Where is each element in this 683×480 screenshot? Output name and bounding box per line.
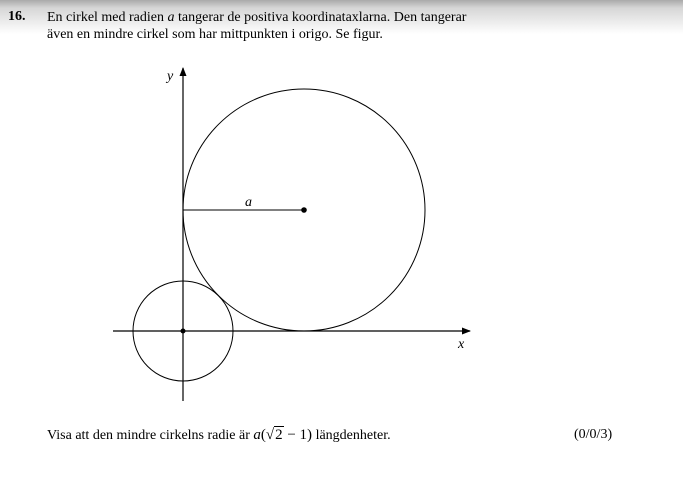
radius-formula	[253, 427, 312, 443]
problem-number: 16.	[8, 9, 26, 24]
problem-statement	[47, 9, 647, 43]
points-value: (0/0/3)	[574, 427, 613, 442]
radius-label: a	[245, 195, 252, 210]
radius-variable: a	[167, 10, 175, 25]
task-text-start: Visa att den mindre cirkelns radie är	[47, 428, 254, 443]
task-text-end: längdenheter.	[312, 428, 391, 443]
problem-line-2: även en mindre cirkel som har mittpunkten i origo. Se figur.	[47, 27, 383, 42]
formula-variable: a	[253, 427, 261, 443]
problem-line-1	[47, 9, 647, 26]
large-circle-center	[301, 207, 307, 213]
x-axis-label: x	[458, 337, 465, 352]
task-statement	[47, 425, 391, 446]
sqrt-radicand: 2	[275, 427, 283, 443]
origin-point	[181, 329, 186, 334]
circle-figure	[110, 58, 490, 408]
problem-line-1-end: tangerar de positiva koordinataxlarna. Den tangerar	[174, 10, 467, 25]
square-root	[266, 425, 284, 445]
y-axis-label: y	[167, 69, 174, 84]
formula-open-paren: (	[260, 427, 266, 443]
formula-rest: − 1)	[283, 427, 313, 443]
problem-line-1-start: En cirkel med radien	[47, 10, 168, 25]
sqrt-sign: √	[265, 427, 275, 443]
